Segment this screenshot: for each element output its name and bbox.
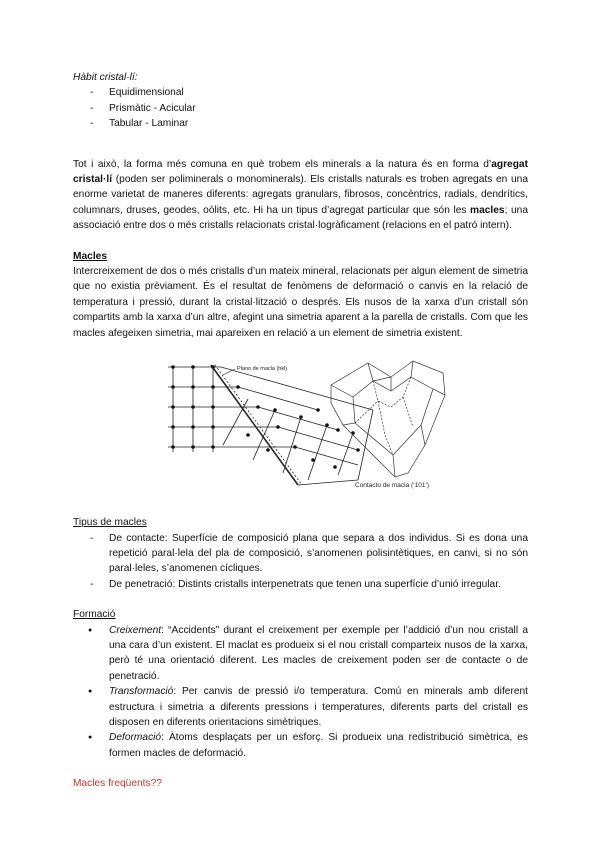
macles-heading: Macles: [73, 250, 107, 262]
figure-caption: Contacto de macla (‘101’): [355, 482, 430, 490]
twin-plane-label: Plano de macla (hkl): [237, 366, 288, 373]
macla-figure: [73, 355, 528, 505]
bullet-marker: ●: [88, 626, 93, 634]
bullet-marker: ●: [88, 734, 93, 742]
dash-marker: -: [90, 578, 94, 590]
lattice-nodes: [171, 365, 360, 469]
habit-list: [73, 85, 528, 131]
macles-frequents-heading: Macles freqüents??: [73, 778, 162, 790]
dash-marker: -: [90, 102, 94, 114]
tipus-item: - De penetració: Distints cristalls interpenetrats que tenen una superfície d’unió irregular.: [73, 577, 528, 592]
habit-item: - Tabular - Laminar: [73, 116, 528, 131]
dash-marker: -: [90, 118, 94, 130]
formacio-item: ● Deformació: Àtoms desplaçats per un esforç. Si produeix una redistribució simètrica, es formen macles de deformació.: [88, 732, 528, 759]
lattice-diagram: [168, 365, 373, 485]
agregat-paragraph: Tot i això, la forma més comuna en què trobem els minerals a la natura és en forma d’agregat cristal·lí (poden ser poliminerals o monominerals). Els cristalls naturals es troben agregats en una enorme varietat de maneres diferents: agregats granulars, fibrosos, concèntrics, radials, dendrítics, columnars, druses, geodes, oòlits, etc. Hi ha un tipus d’agregat particular que són les macles; una associació entre dos o més cristalls relacionats cristal·logràficament (relacions en el patró intern).: [73, 158, 528, 232]
macles-paragraph: Intercreixement de dos o més cristalls d’un mateix mineral, relacionats per algun element de simetria que no existia prèviament. És el resultat de fenòmens de deformació o canvis en la relació de temperatura i pressió, durant la cristal·lització o després. Els nusos de la xarxa d’un cristall són compartits amb la xarxa d’un altre, afegint una simetria aparent a la parella de cristalls. Com que les macles afegeixen simetria, mai apareixen en relació a un element de simetria existent.: [73, 266, 528, 339]
habit-title: Hàbit cristal·lí:: [73, 72, 138, 83]
tipus-list: [73, 531, 528, 593]
contact-twin-crystal: [331, 361, 445, 477]
macla-diagram: [73, 355, 528, 505]
dash-marker: -: [90, 532, 94, 544]
dash-marker: -: [90, 87, 94, 99]
habit-item: - Equidimensional: [73, 85, 528, 100]
habit-item: - Prismàtic - Acicular: [73, 101, 528, 116]
formacio-heading: Formació: [73, 609, 116, 621]
formacio-item: ● Creixement: “Accidents” durant el creixement per exemple per l’addició d’un nou cristall a una cara d’un existent. El maclat es produeix si el nou cristall comparteix nusos de la xarxa, però té una orientació diferent. Les macles de creixement poden ser de contacte o de penetració.: [88, 624, 528, 682]
tipus-item: - De contacte: Superfície de composició plana que separa a dos individus. Si es dona una repetició paral·lela del pla de composició, s’anomenen polisintètiques, en canvi, si no són paral·leles, s’anomenen cícliques.: [90, 532, 528, 575]
document-content: [73, 70, 528, 792]
bullet-marker: ●: [88, 688, 93, 696]
tipus-heading: Tipus de macles: [73, 517, 147, 529]
formacio-list: [73, 623, 528, 762]
formacio-item: ● Transformació: Per canvis de pressió i/o temperatura. Comú en minerals amb diferent estructura i simetria a diferents pressions i temperatures, diferents parts del cristall es disposen en diferents orientacions simètriques.: [88, 686, 528, 728]
